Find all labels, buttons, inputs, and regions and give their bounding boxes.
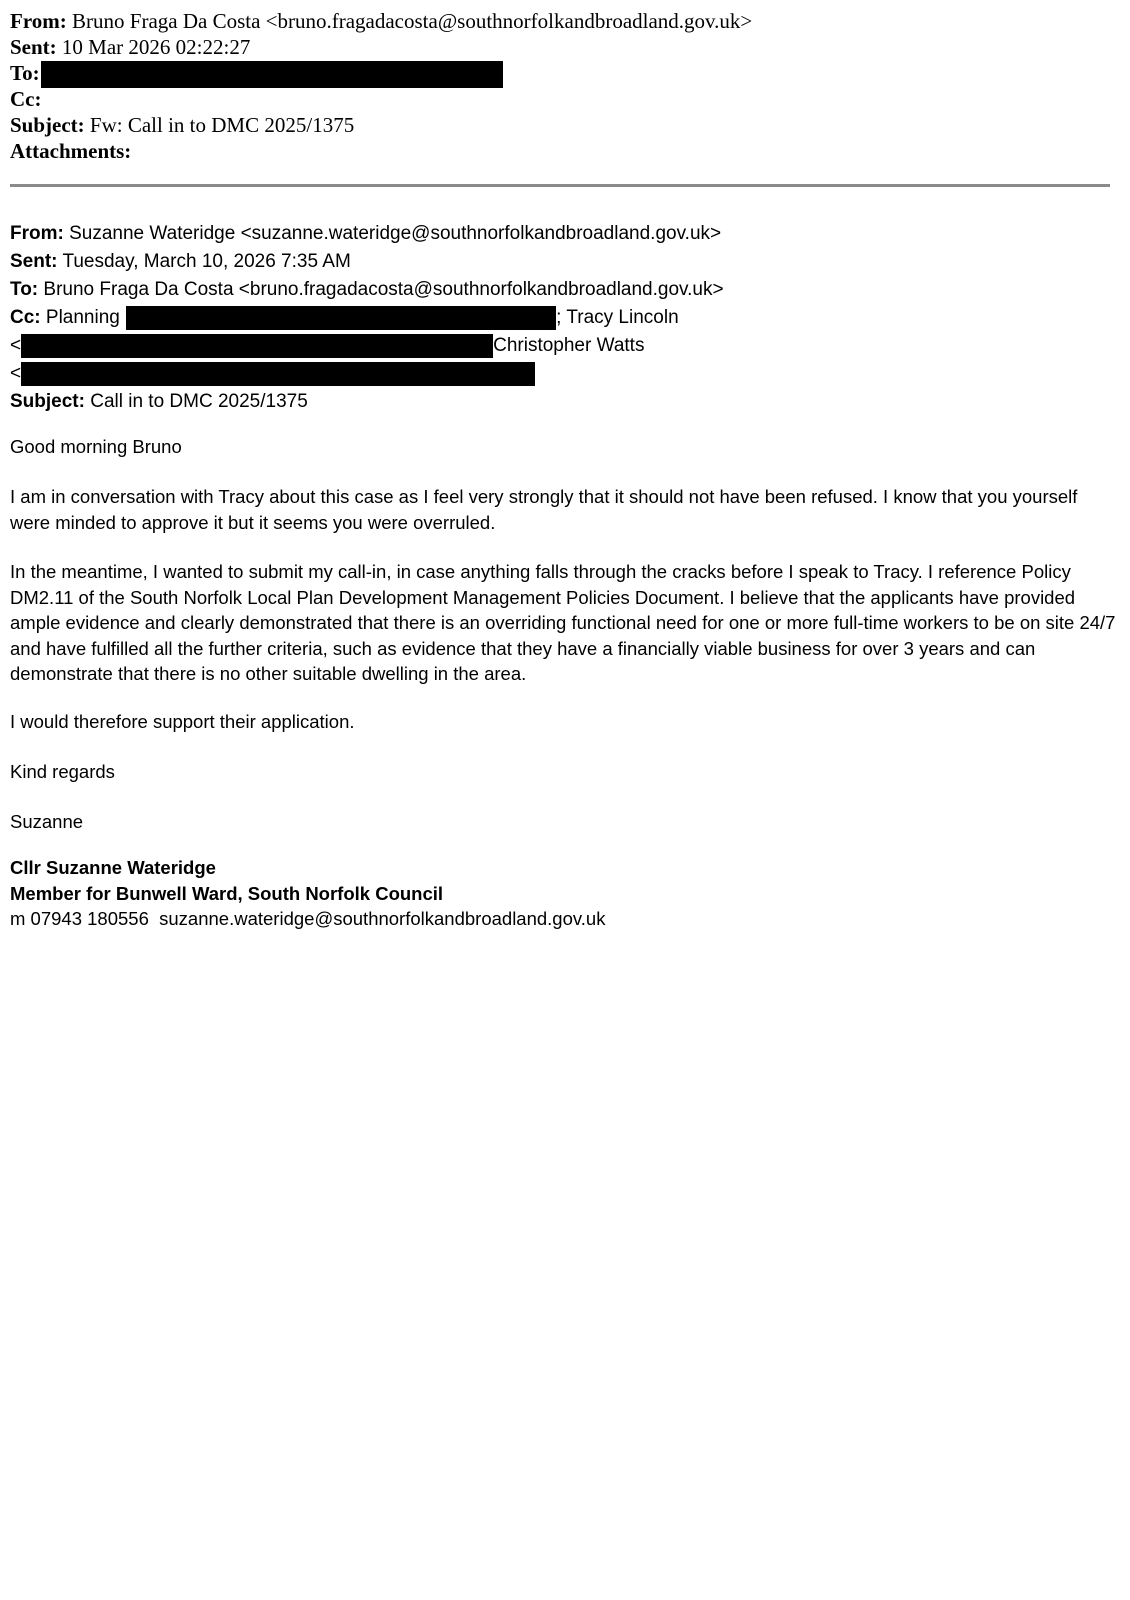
outer-from-value: Bruno Fraga Da Costa <bruno.fragadacosta@southnorfolkandbroadland.gov.uk> <box>72 9 753 33</box>
outer-subject-row <box>10 112 1110 138</box>
sender-name-text: Suzanne <box>10 811 84 832</box>
outer-subject-value: Fw: Call in to DMC 2025/1375 <box>89 113 355 137</box>
outer-sent-label: Sent: <box>10 35 57 59</box>
outer-email-header <box>10 8 1110 164</box>
greeting-text: Good morning Bruno <box>10 436 182 457</box>
inner-cc-planning: Planning <box>45 307 120 328</box>
inner-from-row <box>10 220 1120 248</box>
paragraph-1-text: I am in conversation with Tracy about this case as I feel very strongly that it should not have been refused. I know that you yourself were minded to approve it but it seems you were overruled. <box>10 486 1078 533</box>
inner-cc-tracy: ; Tracy Lincoln <box>556 307 679 328</box>
inner-cc-lt-2: < <box>10 363 22 384</box>
inner-from-label: From: <box>10 223 64 244</box>
email-closing <box>10 759 1120 785</box>
inner-cc-lt-1: < <box>10 335 22 356</box>
outer-attachments-label: Attachments: <box>10 139 132 163</box>
email-paragraph-3 <box>10 709 1120 735</box>
inner-sent-row <box>10 248 1120 276</box>
signature-role: Member for Bunwell Ward, South Norfolk Council <box>10 882 444 904</box>
inner-cc-row <box>10 304 1120 332</box>
outer-sent-row <box>10 34 1110 60</box>
email-paragraph-1 <box>10 484 1120 535</box>
paragraph-2-text: In the meantime, I wanted to submit my call-in, in case anything falls through the cracks before I speak to Tracy. I reference Policy DM2.11 of the South Norfolk Local Plan Development Management Policies Document. I believe that the applicants have provided ample evidence and clearly demonstrated that there is an overriding functional need for one or more full-time workers to be on site 24/7 and have fulfilled all the further criteria, such as evidence that they have a financially viable business for over 3 years and can demonstrate that there is no other suitable dwelling in the area. <box>10 561 1116 684</box>
redaction-block <box>21 362 535 386</box>
inner-from-value: Suzanne Wateridge <suzanne.wateridge@southnorfolkandbroadland.gov.uk> <box>69 223 722 244</box>
inner-cc-cont-row-1 <box>10 332 1120 360</box>
redaction-block <box>21 334 493 358</box>
inner-subject-label: Subject: <box>10 391 85 412</box>
closing-text: Kind regards <box>10 761 115 782</box>
inner-sent-value: Tuesday, March 10, 2026 7:35 AM <box>62 251 351 272</box>
outer-to-label: To: <box>10 61 40 85</box>
outer-from-label: From: <box>10 9 67 33</box>
redaction-block <box>41 61 503 88</box>
inner-to-label: To: <box>10 279 39 300</box>
email-greeting <box>10 434 1120 460</box>
signature-contact: m 07943 180556 suzanne.wateridge@southnorfolkandbroadland.gov.uk <box>10 908 606 929</box>
inner-cc-label: Cc: <box>10 307 41 328</box>
inner-cc-christopher: Christopher Watts <box>493 335 645 356</box>
signature-title: Cllr Suzanne Wateridge <box>10 857 216 878</box>
outer-to-row <box>10 60 1110 86</box>
inner-to-value: Bruno Fraga Da Costa <bruno.fragadacosta@southnorfolkandbroadland.gov.uk> <box>43 279 724 300</box>
outer-cc-row <box>10 86 1110 112</box>
outer-from-row <box>10 8 1110 34</box>
inner-subject-row <box>10 388 1120 416</box>
inner-cc-cont-row-2 <box>10 360 1120 388</box>
outer-attachments-row <box>10 138 1110 164</box>
header-divider <box>10 184 1110 187</box>
outer-subject-label: Subject: <box>10 113 85 137</box>
email-sender-name <box>10 809 1120 835</box>
redaction-block <box>126 306 556 330</box>
inner-subject-value: Call in to DMC 2025/1375 <box>90 391 308 412</box>
outer-sent-value: 10 Mar 2026 02:22:27 <box>61 35 251 59</box>
inner-sent-label: Sent: <box>10 251 58 272</box>
paragraph-3-text: I would therefore support their application. <box>10 711 355 732</box>
inner-email-header <box>10 220 1120 416</box>
email-signature <box>10 855 1110 932</box>
email-paragraph-2 <box>10 559 1120 687</box>
outer-cc-label: Cc: <box>10 87 42 111</box>
inner-to-row <box>10 276 1120 304</box>
